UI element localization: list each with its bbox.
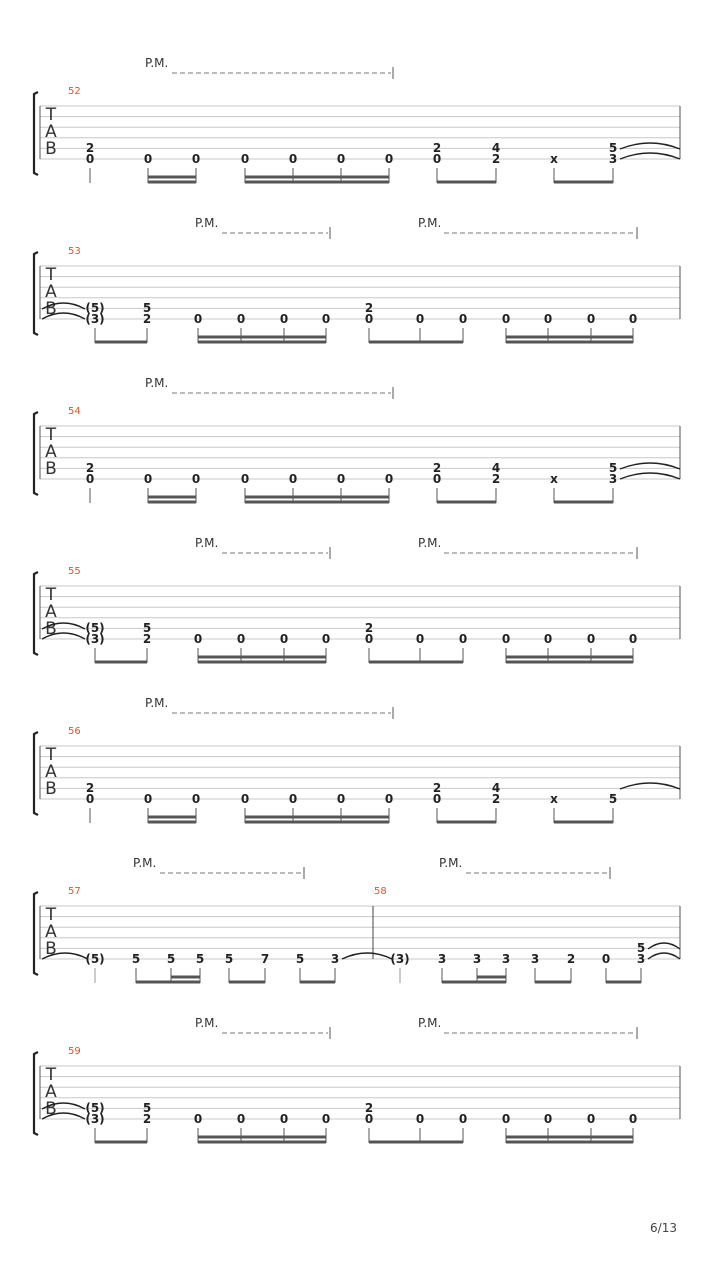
fret-number: (3) [85,312,105,326]
measure-number: 58 [374,886,387,897]
fret-number: (3) [85,632,105,646]
fret-number: 0 [543,312,553,326]
fret-number: 0 [458,1112,468,1126]
measure-number: 55 [68,566,81,577]
system-bracket [34,92,38,175]
fret-number: 5 [142,1101,152,1115]
palm-mute-label: P.M. [133,856,157,870]
system-bracket [34,412,38,495]
tab-clef-letter: B [45,619,57,639]
system-bracket [34,892,38,975]
tab-clef-letter: B [45,1099,57,1119]
tab-clef-letter: A [45,762,57,782]
palm-mute-label: P.M. [418,1016,442,1030]
fret-number: 0 [336,472,346,486]
measure-number: 56 [68,726,81,737]
fret-number: 0 [586,1112,596,1126]
tab-clef-letter: T [45,585,57,605]
fret-number: (3) [85,1112,105,1126]
palm-mute-label: P.M. [195,1016,219,1030]
fret-number: 3 [608,472,618,486]
fret-number: 2 [142,1112,152,1126]
dead-note: x [550,472,558,486]
fret-number: 0 [432,472,442,486]
fret-number: 4 [491,141,501,155]
fret-number: 0 [336,792,346,806]
fret-number: 4 [491,781,501,795]
tab-clef-letter: A [45,1082,57,1102]
measure-number: 53 [68,246,81,257]
fret-number: 5 [142,301,152,315]
fret-number: 0 [432,152,442,166]
fret-number: 7 [260,952,270,966]
fret-number: 0 [193,1112,203,1126]
fret-number: 2 [364,1101,374,1115]
fret-number: 0 [384,472,394,486]
tie [648,953,680,959]
fret-number: 5 [142,621,152,635]
fret-number: 0 [143,152,153,166]
fret-number: 2 [491,792,501,806]
fret-number: 2 [85,141,95,155]
fret-number: 0 [279,1112,289,1126]
fret-number: 3 [472,952,482,966]
fret-number: 0 [240,472,250,486]
fret-number: 2 [432,461,442,475]
fret-number: 0 [601,952,611,966]
palm-mute-label: P.M. [145,56,169,70]
palm-mute-label: P.M. [145,376,169,390]
tab-clef-letter: B [45,779,57,799]
measure-number: 54 [68,406,81,417]
fret-number: (3) [390,952,410,966]
fret-number: 0 [288,472,298,486]
palm-mute-label: P.M. [439,856,463,870]
fret-number: 0 [143,792,153,806]
fret-number: 0 [279,632,289,646]
fret-number: 0 [288,152,298,166]
fret-number: 0 [193,632,203,646]
fret-number: 2 [142,312,152,326]
palm-mute-label: P.M. [145,696,169,710]
tab-clef-letter: A [45,922,57,942]
measure-number: 52 [68,86,81,97]
tie [620,153,680,159]
fret-number: 0 [501,1112,511,1126]
palm-mute-label: P.M. [195,536,219,550]
fret-number: 0 [85,472,95,486]
palm-mute-label: P.M. [195,216,219,230]
tie [620,473,680,479]
fret-number: 2 [432,141,442,155]
fret-number: 0 [586,632,596,646]
fret-number: 0 [240,152,250,166]
fret-number: 2 [491,472,501,486]
fret-number: 0 [321,632,331,646]
fret-number: 3 [636,952,646,966]
fret-number: (5) [85,301,105,315]
fret-number: 0 [288,792,298,806]
fret-number: 5 [224,952,234,966]
fret-number: 2 [85,461,95,475]
fret-number: 5 [636,941,646,955]
fret-number: 0 [236,1112,246,1126]
fret-number: 0 [501,632,511,646]
fret-number: 5 [131,952,141,966]
fret-number: 5 [195,952,205,966]
fret-number: 0 [336,152,346,166]
measure-number: 59 [68,1046,81,1057]
fret-number: 0 [191,792,201,806]
tab-clef-letter: A [45,442,57,462]
fret-number: 0 [364,312,374,326]
tab-clef-letter: T [45,265,57,285]
fret-number: 0 [321,1112,331,1126]
fret-number: 0 [193,312,203,326]
tab-clef-letter: T [45,1065,57,1085]
fret-number: 0 [364,632,374,646]
fret-number: 2 [566,952,576,966]
fret-number: 2 [364,621,374,635]
tab-clef-letter: T [45,105,57,125]
system-bracket [34,252,38,335]
fret-number: 5 [608,141,618,155]
system-bracket [34,1052,38,1135]
tab-clef-letter: B [45,139,57,159]
page-number: 6/13 [650,1221,677,1235]
fret-number: (5) [85,621,105,635]
fret-number: 5 [608,461,618,475]
tab-clef-letter: B [45,939,57,959]
fret-number: 0 [432,792,442,806]
fret-number: 3 [437,952,447,966]
tab-clef-letter: T [45,425,57,445]
fret-number: 0 [586,312,596,326]
fret-number: 3 [501,952,511,966]
fret-number: 0 [543,632,553,646]
fret-number: 0 [191,152,201,166]
tab-clef-letter: A [45,122,57,142]
fret-number: (5) [85,1101,105,1115]
fret-number: 3 [330,952,340,966]
fret-number: 2 [432,781,442,795]
fret-number: 0 [415,632,425,646]
fret-number: 3 [608,152,618,166]
fret-number: 0 [458,632,468,646]
fret-number: 2 [491,152,501,166]
tab-clef-letter: A [45,282,57,302]
fret-number: 0 [501,312,511,326]
tie [342,953,392,959]
tab-clef-letter: T [45,905,57,925]
fret-number: 5 [295,952,305,966]
tab-clef-letter: A [45,602,57,622]
fret-number: 4 [491,461,501,475]
fret-number: 0 [415,1112,425,1126]
fret-number: 0 [240,792,250,806]
tab-clef-letter: B [45,299,57,319]
fret-number: 5 [166,952,176,966]
measure-number: 57 [68,886,81,897]
fret-number: 0 [85,792,95,806]
fret-number: 0 [364,1112,374,1126]
fret-number: (5) [85,952,105,966]
fret-number: 3 [530,952,540,966]
fret-number: 0 [415,312,425,326]
fret-number: 0 [321,312,331,326]
system-bracket [34,572,38,655]
dead-note: x [550,152,558,166]
fret-number: 5 [608,792,618,806]
palm-mute-label: P.M. [418,216,442,230]
tab-clef-letter: B [45,459,57,479]
fret-number: 2 [364,301,374,315]
fret-number: 0 [85,152,95,166]
fret-number: 0 [384,792,394,806]
fret-number: 0 [236,632,246,646]
system-bracket [34,732,38,815]
fret-number: 0 [543,1112,553,1126]
fret-number: 2 [142,632,152,646]
fret-number: 0 [628,632,638,646]
fret-number: 0 [143,472,153,486]
palm-mute-label: P.M. [418,536,442,550]
tab-clef-letter: T [45,745,57,765]
fret-number: 0 [384,152,394,166]
fret-number: 0 [458,312,468,326]
fret-number: 0 [279,312,289,326]
fret-number: 0 [628,312,638,326]
dead-note: x [550,792,558,806]
fret-number: 0 [236,312,246,326]
fret-number: 0 [628,1112,638,1126]
fret-number: 0 [191,472,201,486]
fret-number: 2 [85,781,95,795]
